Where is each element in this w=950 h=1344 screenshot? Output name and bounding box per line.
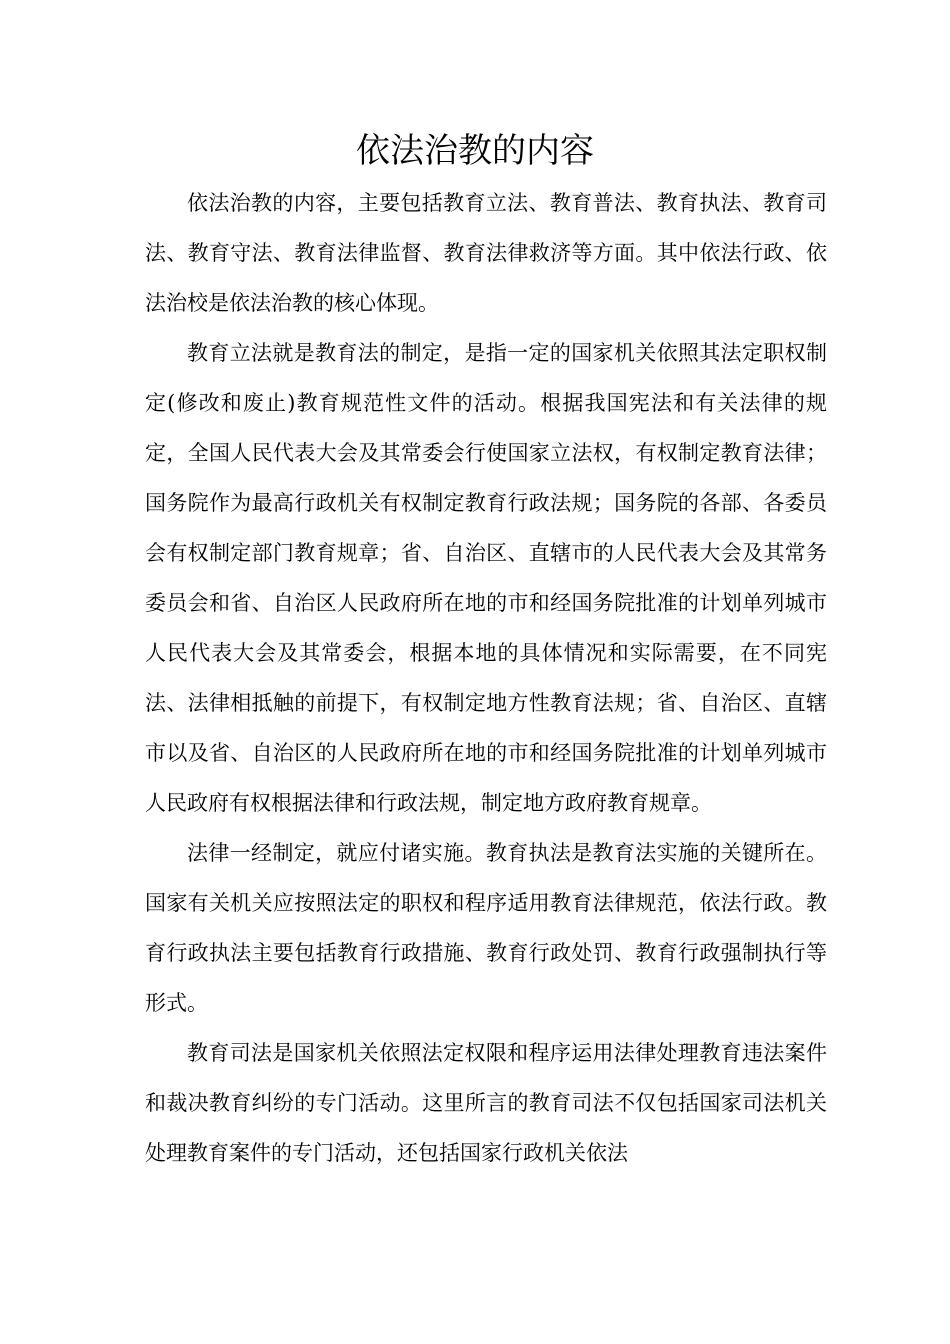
paragraph-2: 教育立法就是教育法的制定，是指一定的国家机关依照其法定职权制定(修改和废止)教育规范性文件的活动。根据我国宪法和有关法律的规定，全国人民代表大会及其常委会行使国家立法权，有权制定教育法律；国务院作为最高行政机关有权制定教育行政法规；国务院的各部、各委员会有权制定部门教育规章；省、自治区、直辖市的人民代表大会及其常务委员会和省、自治区人民政府所在地的市和经国务院批准的计划单列城市人民代表大会及其常委会，根据本地的具体情况和实际需要，在不同宪法、法律相抵触的前提下，有权制定地方性教育法规；省、自治区、直辖市以及省、自治区的人民政府所在地的市和经国务院批准的计划单列城市人民政府有权根据法律和行政法规，制定地方政府教育规章。 [145,341,827,815]
document-title: 依法治教的内容 [356,131,594,171]
paragraph-3: 法律一经制定，就应付诸实施。教育执法是教育法实施的关键所在。国家有关机关应按照法定的职权和程序适用教育法律规范，依法行政。教育行政执法主要包括教育行政措施、教育行政处罚、教育行政强制执行等形式。 [145,841,827,1015]
paragraph-1: 依法治教的内容，主要包括教育立法、教育普法、教育执法、教育司法、教育守法、教育法律监督、教育法律救济等方面。其中依法行政、依法治校是依法治教的核心体现。 [145,191,827,315]
paragraph-4: 教育司法是国家机关依照法定权限和程序运用法律处理教育违法案件和裁决教育纠纷的专门活动。这里所言的教育司法不仅包括国家司法机关处理教育案件的专门活动，还包括国家行政机关依法 [145,1041,827,1165]
document-body [145,178,827,1178]
